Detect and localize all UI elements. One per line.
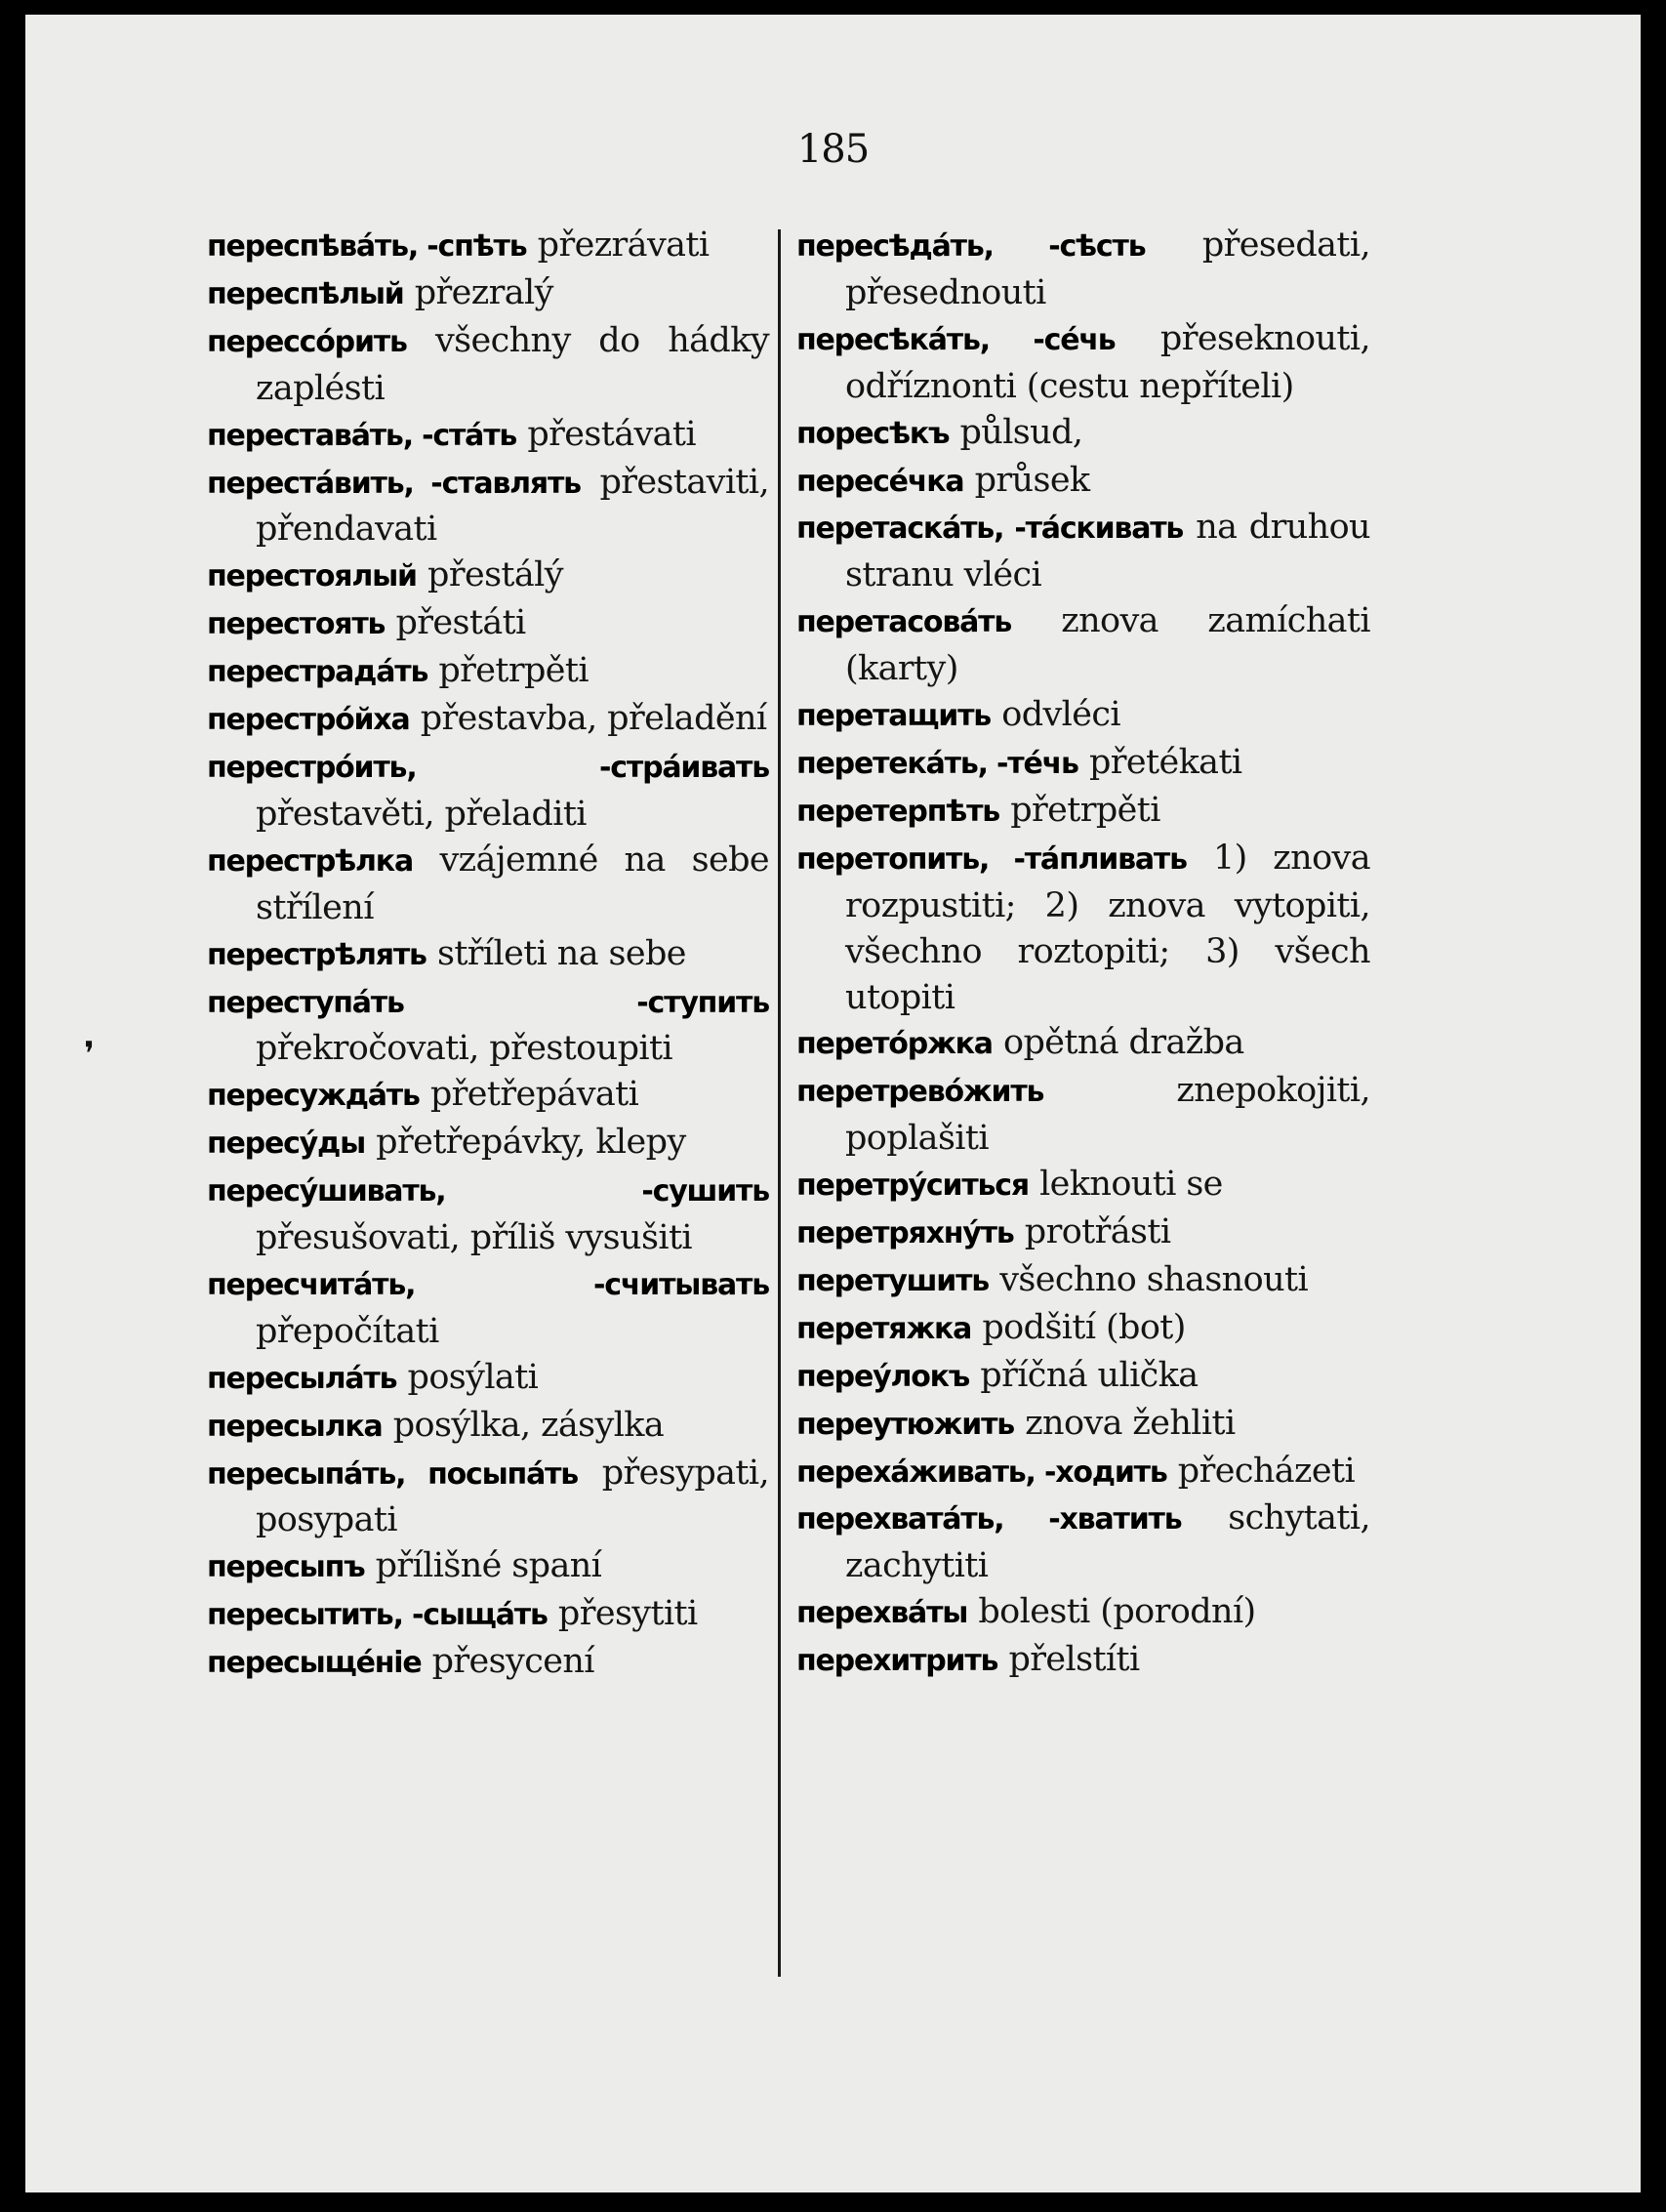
dictionary-entry bbox=[207, 1639, 769, 1687]
margin-mark: ❜ bbox=[84, 1035, 95, 1074]
entry-definition: přezrávati bbox=[537, 225, 710, 265]
entry-definition: přílišné spaní bbox=[375, 1546, 602, 1586]
entry-definition: přestavěti, přeladiti bbox=[256, 794, 587, 834]
entry-definition: přestavba, přeladění bbox=[420, 699, 767, 739]
dictionary-entry bbox=[207, 223, 769, 270]
entry-headword: переставáть, -стáть bbox=[207, 418, 517, 453]
dictionary-entry bbox=[207, 1120, 769, 1167]
entry-headword: пересыпáть, посыпáть bbox=[207, 1456, 579, 1492]
dictionary-page bbox=[25, 15, 1641, 2192]
dictionary-entry bbox=[207, 600, 769, 648]
entry-definition: přesušovati, příliš vysušiti bbox=[256, 1218, 693, 1258]
entry-headword: перетóржка bbox=[796, 1027, 993, 1062]
dictionary-entry bbox=[207, 744, 769, 838]
entry-headword: перестрѣлять bbox=[207, 937, 427, 972]
entry-headword: пересѣдáть, -сѣсть bbox=[796, 229, 1146, 264]
dictionary-entry bbox=[207, 1543, 769, 1591]
dictionary-entry bbox=[207, 979, 769, 1073]
dictionary-entry bbox=[796, 1589, 1370, 1637]
entry-definition: přepočítati bbox=[256, 1311, 439, 1351]
dictionary-entry bbox=[796, 788, 1370, 836]
entry-headword: перехватáть, -хватить bbox=[796, 1502, 1182, 1537]
entry-definition: znova žehliti bbox=[1025, 1403, 1236, 1443]
entry-headword: переýлокъ bbox=[796, 1359, 970, 1394]
entry-headword: перестрадáть bbox=[207, 655, 428, 690]
entry-definition: přestaviti, přendavati bbox=[256, 462, 769, 550]
entry-definition: přetékati bbox=[1088, 742, 1242, 782]
dictionary-entry bbox=[796, 1353, 1370, 1401]
entry-definition: všechny do hádky zaplésti bbox=[256, 320, 769, 408]
dictionary-entry bbox=[796, 505, 1370, 598]
entry-headword: пересытить, -сыщáть bbox=[207, 1598, 548, 1633]
entry-headword: перехáживать, -ходить bbox=[796, 1454, 1167, 1490]
entry-headword: переспѣвáть, -спѣть bbox=[207, 229, 527, 264]
dictionary-entry bbox=[796, 836, 1370, 1021]
entry-definition: průsek bbox=[974, 460, 1090, 500]
entry-headword: пересыпъ bbox=[207, 1550, 365, 1585]
dictionary-entry bbox=[796, 598, 1370, 692]
entry-headword: перестáвить, -ставлять bbox=[207, 466, 581, 501]
entry-headword: перестрѣлка bbox=[207, 843, 413, 879]
entry-definition: znova zamíchati (karty) bbox=[845, 601, 1370, 689]
entry-headword: перетрýситься bbox=[796, 1168, 1029, 1204]
entry-definition: přestálý bbox=[427, 555, 563, 595]
dictionary-entry bbox=[207, 838, 769, 931]
entry-headword: перехитрить bbox=[796, 1644, 998, 1679]
entry-headword: перетяжка bbox=[796, 1311, 972, 1346]
dictionary-entry bbox=[796, 1449, 1370, 1496]
entry-definition: odvléci bbox=[1001, 695, 1120, 735]
dictionary-entry bbox=[796, 1257, 1370, 1305]
entry-headword: перетушить bbox=[796, 1263, 990, 1298]
dictionary-entry bbox=[207, 1167, 769, 1261]
left-column bbox=[207, 223, 769, 1687]
entry-headword: пересылка bbox=[207, 1409, 383, 1444]
entry-headword: перестрóйха bbox=[207, 703, 410, 738]
dictionary-entry bbox=[796, 1209, 1370, 1257]
entry-definition: přecházeti bbox=[1177, 1451, 1356, 1491]
entry-definition: přeseknouti, odříznonti (cestu nepříteli) bbox=[845, 318, 1370, 406]
entry-definition: opětná dražba bbox=[1002, 1023, 1244, 1063]
entry-definition: přetřepávati bbox=[429, 1075, 639, 1115]
dictionary-entry bbox=[207, 1403, 769, 1451]
entry-headword: перестрóить, -стрáивать bbox=[207, 750, 769, 785]
dictionary-entry bbox=[796, 410, 1370, 458]
entry-headword: пересѣкáть, -сéчь bbox=[796, 322, 1116, 357]
entry-headword: переутюжить bbox=[796, 1407, 1015, 1442]
entry-headword: пересылáть bbox=[207, 1361, 397, 1396]
entry-headword: перетревóжить bbox=[796, 1075, 1044, 1110]
entry-headword: пересýды bbox=[207, 1126, 365, 1162]
entry-definition: přelstíti bbox=[1008, 1640, 1140, 1680]
entry-headword: перессóрить bbox=[207, 324, 407, 359]
dictionary-entry bbox=[207, 696, 769, 744]
entry-definition: přetřepávky, klepy bbox=[376, 1123, 686, 1163]
dictionary-entry bbox=[207, 931, 769, 979]
entry-definition: přestávati bbox=[527, 414, 696, 454]
entry-definition: na druhou stranu vléci bbox=[845, 508, 1370, 595]
entry-definition: přetrpěti bbox=[438, 651, 589, 691]
entry-headword: перестоять bbox=[207, 607, 386, 642]
dictionary-entry bbox=[796, 1401, 1370, 1449]
dictionary-entry bbox=[207, 270, 769, 318]
right-column bbox=[796, 223, 1370, 1685]
dictionary-entry bbox=[796, 1637, 1370, 1685]
entry-definition: leknouti se bbox=[1039, 1165, 1223, 1205]
dictionary-entry bbox=[796, 1305, 1370, 1353]
entry-headword: пересыщéніе bbox=[207, 1646, 422, 1681]
dictionary-entry bbox=[796, 1020, 1370, 1068]
entry-headword: перетаскáть, -тáскивать bbox=[796, 512, 1184, 547]
dictionary-entry bbox=[207, 553, 769, 600]
entry-headword: пересчитáть, -считывать bbox=[207, 1267, 769, 1302]
dictionary-entry bbox=[796, 1162, 1370, 1209]
dictionary-entry bbox=[796, 1495, 1370, 1589]
entry-definition: přesedati, přesednouti bbox=[845, 225, 1370, 312]
entry-headword: поресѣкъ bbox=[796, 416, 950, 451]
dictionary-entry bbox=[207, 1355, 769, 1403]
entry-definition: překročovati, přestoupiti bbox=[256, 1029, 673, 1069]
entry-definition: vzájemné na sebe střílení bbox=[256, 840, 769, 927]
dictionary-entry bbox=[796, 1068, 1370, 1162]
entry-headword: переспѣлый bbox=[207, 276, 404, 311]
entry-headword: перетряхнýть bbox=[796, 1216, 1014, 1251]
entry-definition: protřásti bbox=[1024, 1212, 1171, 1252]
dictionary-entry bbox=[796, 458, 1370, 506]
entry-definition: přetrpěti bbox=[1010, 790, 1160, 830]
dictionary-entry bbox=[796, 692, 1370, 740]
entry-definition: stříleti na sebe bbox=[436, 933, 686, 973]
dictionary-entry bbox=[207, 318, 769, 412]
entry-definition: podšití (bot) bbox=[982, 1307, 1186, 1347]
entry-definition: všechno shasnouti bbox=[999, 1259, 1309, 1299]
entry-definition: schytati, zachytiti bbox=[845, 1498, 1370, 1586]
entry-headword: пересýшивать, -сушить bbox=[207, 1174, 769, 1209]
column-divider bbox=[778, 229, 781, 1977]
entry-definition: přesytiti bbox=[557, 1594, 698, 1634]
entry-definition: znepokojiti, poplašiti bbox=[845, 1071, 1370, 1159]
entry-definition: posýlati bbox=[407, 1357, 539, 1397]
dictionary-entry bbox=[207, 1451, 769, 1544]
entry-definition: přezralý bbox=[414, 272, 553, 312]
entry-headword: перетасовáть bbox=[796, 605, 1012, 640]
page-number: 185 bbox=[796, 127, 870, 172]
entry-headword: пересéчка bbox=[796, 464, 964, 499]
entry-definition: příčná ulička bbox=[980, 1355, 1199, 1395]
dictionary-entry bbox=[796, 740, 1370, 788]
entry-headword: перетащить bbox=[796, 699, 992, 734]
dictionary-entry bbox=[796, 223, 1370, 316]
dictionary-entry bbox=[207, 648, 769, 696]
dictionary-entry bbox=[207, 1591, 769, 1639]
entry-headword: перетопить, -тáпливать bbox=[796, 841, 1187, 877]
entry-definition: posýlka, zásylka bbox=[392, 1405, 665, 1445]
entry-headword: перетерпѣть bbox=[796, 794, 1000, 829]
dictionary-entry bbox=[207, 460, 769, 553]
entry-headword: перетекáть, -тéчь bbox=[796, 746, 1078, 781]
entry-definition: přestáti bbox=[395, 603, 526, 643]
entry-definition: 1) znova rozpustiti; 2) znova vytopiti, všechno roztopiti; 3) všech utopiti bbox=[845, 838, 1370, 1017]
dictionary-entry bbox=[207, 412, 769, 460]
dictionary-entry bbox=[207, 1072, 769, 1120]
entry-definition: půlsud, bbox=[959, 412, 1083, 452]
dictionary-entry bbox=[207, 1261, 769, 1355]
entry-headword: пересуждáть bbox=[207, 1079, 420, 1114]
dictionary-entry bbox=[796, 316, 1370, 410]
entry-headword: переступáть -ступить bbox=[207, 985, 769, 1020]
entry-definition: přesycení bbox=[431, 1642, 594, 1682]
entry-definition: přesypati, posypati bbox=[256, 1453, 769, 1540]
entry-headword: перехвáты bbox=[796, 1596, 968, 1631]
entry-headword: перестоялый bbox=[207, 559, 417, 594]
entry-definition: bolesti (porodní) bbox=[978, 1592, 1256, 1632]
